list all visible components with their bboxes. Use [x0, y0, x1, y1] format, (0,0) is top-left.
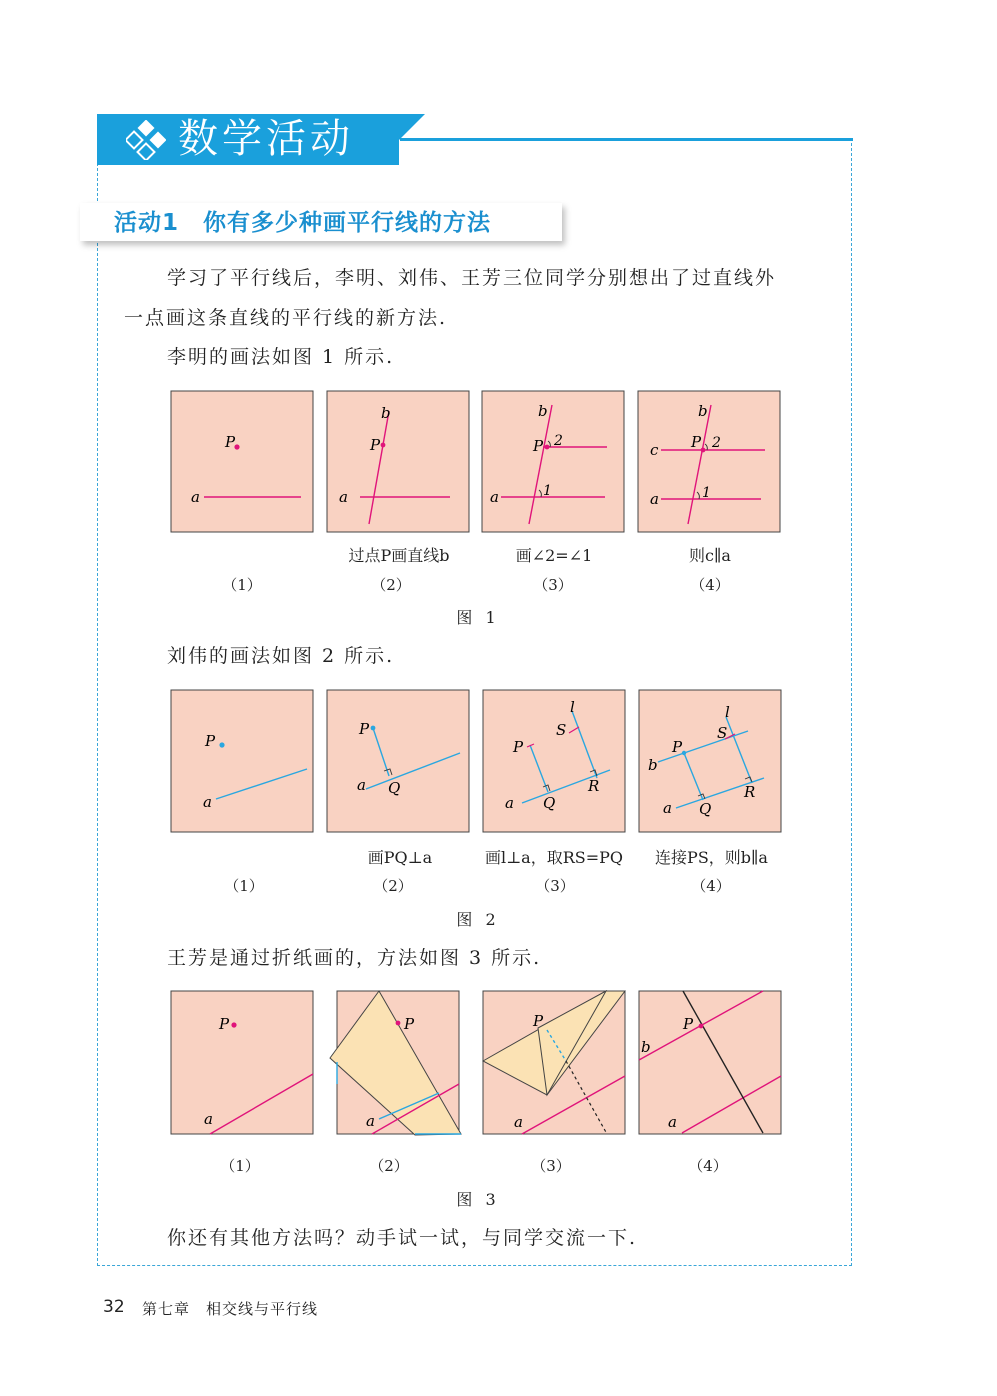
fig1-title: 图 1	[456, 608, 500, 627]
banner-tip	[399, 114, 425, 140]
label-2: 2	[554, 433, 563, 449]
label-a: a	[339, 488, 348, 506]
label-p: P	[205, 732, 216, 750]
fig2-panel-2	[326, 689, 471, 833]
label-a: a	[650, 490, 659, 508]
activity-title: 活动1 你有多少种画平行线的方法	[114, 210, 492, 236]
header-rule	[400, 138, 853, 141]
label-a: a	[490, 488, 499, 506]
fig2-number-4: （4）	[691, 877, 731, 895]
fig1-caption-3: 画∠2=∠1	[515, 546, 593, 565]
section-title: 数学活动	[178, 116, 354, 162]
label-p: P	[533, 1012, 544, 1030]
fig1-caption-4: 则c∥a	[689, 546, 731, 565]
closing-text: 你还有其他方法吗？动手试一试，与同学交流一下.	[167, 1227, 638, 1249]
label-a: a	[514, 1113, 523, 1131]
fig1-caption-2: 过点P画直线b	[348, 546, 450, 565]
fig3-number-4: （4）	[688, 1157, 728, 1175]
fig1-number-4: （4）	[690, 576, 730, 594]
label-a: a	[203, 793, 212, 811]
fig1-panel-3	[481, 390, 626, 533]
label-a: a	[204, 1110, 213, 1128]
fig2-caption-2: 画PQ⊥a	[367, 848, 433, 867]
label-a: a	[505, 794, 514, 812]
label-l: l	[570, 698, 575, 716]
label-c: c	[650, 441, 659, 459]
label-p: P	[691, 433, 702, 451]
fig1-panel-2	[326, 390, 471, 533]
label-q: Q	[543, 794, 556, 812]
chapter-title: 第七章 相交线与平行线	[142, 1300, 319, 1318]
label-s: S	[556, 721, 567, 739]
fig2-panel-1	[170, 689, 315, 833]
label-l: l	[725, 703, 730, 721]
fig1-panel-1	[170, 390, 315, 533]
fig2-panel-3	[482, 689, 627, 833]
label-p: P	[533, 437, 544, 455]
label-b: b	[698, 402, 708, 420]
fig3-number-1: （1）	[220, 1157, 260, 1175]
label-b: b	[381, 404, 391, 422]
fig1-number-3: （3）	[533, 576, 573, 594]
label-b: b	[538, 402, 548, 420]
fig2-caption-4: 连接PS，则b∥a	[655, 848, 768, 867]
label-r: R	[744, 783, 756, 801]
fig3-panel-2	[327, 988, 463, 1140]
label-s: S	[717, 724, 728, 742]
wangfang-text: 王芳是通过折纸画的，方法如图 3 所示.	[167, 947, 542, 969]
fig3-number-2: （2）	[369, 1157, 409, 1175]
fig3-panel-3	[482, 990, 627, 1135]
label-2: 2	[712, 435, 721, 451]
fig3-title: 图 3	[456, 1190, 500, 1209]
label-p: P	[683, 1015, 694, 1033]
fig1-number-1: （1）	[222, 576, 262, 594]
fig1-number-2: （2）	[371, 576, 411, 594]
label-p: P	[225, 433, 236, 451]
page-number: 32	[103, 1297, 125, 1317]
label-q: Q	[388, 779, 401, 797]
fig2-number-3: （3）	[535, 877, 575, 895]
label-p: P	[359, 720, 370, 738]
label-p: P	[404, 1015, 415, 1033]
intro-line-2: 一点画这条直线的平行线的新方法.	[124, 307, 448, 329]
activity-heading	[80, 203, 562, 241]
label-q: Q	[699, 800, 712, 818]
fig2-panel-4	[638, 689, 783, 833]
liming-text: 李明的画法如图 1 所示.	[167, 346, 395, 368]
label-a: a	[663, 799, 672, 817]
label-r: R	[588, 777, 600, 795]
label-a: a	[357, 776, 366, 794]
fig3-number-3: （3）	[531, 1157, 571, 1175]
fig2-number-2: （2）	[373, 877, 413, 895]
label-p: P	[513, 738, 524, 756]
label-b: b	[648, 756, 658, 774]
label-p: P	[219, 1015, 230, 1033]
label-a: a	[191, 488, 200, 506]
liuwei-text: 刘伟的画法如图 2 所示.	[167, 645, 395, 667]
fig1-panel-4	[637, 390, 782, 533]
label-b: b	[641, 1038, 651, 1056]
fig3-panel-4	[638, 990, 783, 1135]
label-p: P	[672, 738, 683, 756]
intro-line-1: 学习了平行线后，李明、刘伟、王芳三位同学分别想出了过直线外	[167, 267, 777, 289]
fig2-number-1: （1）	[224, 877, 264, 895]
label-a: a	[366, 1112, 375, 1130]
fig2-caption-3: 画l⊥a，取RS=PQ	[484, 848, 623, 867]
label-a: a	[668, 1113, 677, 1131]
label-p: P	[370, 436, 381, 454]
label-1: 1	[543, 483, 552, 499]
puzzle-icon	[126, 120, 166, 160]
fig2-title: 图 2	[456, 910, 500, 929]
label-1: 1	[702, 485, 711, 501]
fig3-panel-1	[170, 990, 315, 1135]
